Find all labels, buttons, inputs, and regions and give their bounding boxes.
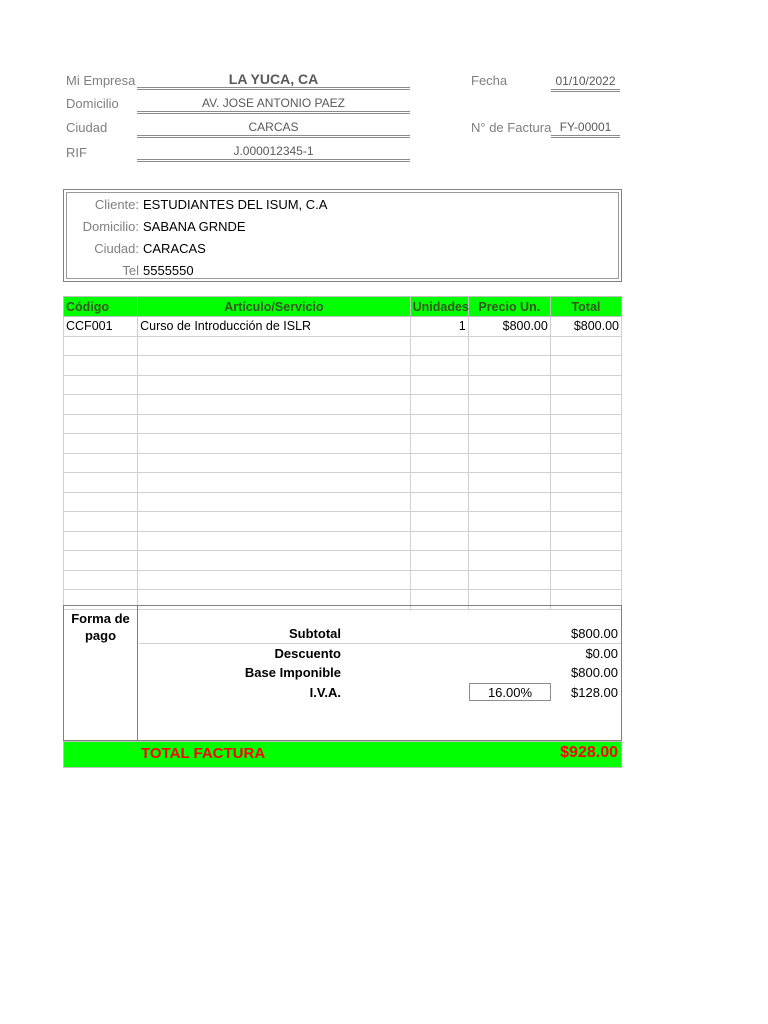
cell-article[interactable] (138, 414, 410, 434)
items-header-row (64, 297, 622, 317)
subtotal-label: Subtotal (289, 626, 341, 641)
cell-article[interactable] (138, 336, 410, 356)
table-row (64, 317, 622, 337)
cell-unit-price[interactable] (468, 336, 550, 356)
cell-unit-price[interactable] (468, 492, 550, 512)
base-value: $800.00 (571, 665, 618, 680)
cell-total[interactable] (550, 512, 621, 532)
cell-unit-price[interactable] (468, 570, 550, 590)
cell-code[interactable] (64, 473, 138, 493)
cell-units[interactable] (410, 356, 468, 376)
discount-label: Descuento (274, 646, 341, 661)
table-row (64, 531, 622, 551)
cell-total[interactable] (550, 434, 621, 454)
cell-article[interactable] (138, 395, 410, 415)
totals-box (63, 605, 622, 741)
cell-article[interactable] (138, 375, 410, 395)
cell-units[interactable] (410, 492, 468, 512)
cell-code[interactable] (64, 356, 138, 376)
company-address: AV. JOSE ANTONIO PAEZ (137, 94, 410, 114)
cell-article[interactable] (138, 356, 410, 376)
iva-label: I.V.A. (309, 685, 341, 700)
cell-total[interactable] (550, 473, 621, 493)
cell-total[interactable] (550, 531, 621, 551)
base-label: Base Imponible (244, 665, 341, 680)
cell-unit-price[interactable]: $800.00 (468, 317, 550, 337)
col-header-units: Unidades (410, 297, 468, 317)
cell-total[interactable] (550, 453, 621, 473)
cell-code[interactable] (64, 395, 138, 415)
client-city-label: Ciudad: (94, 241, 139, 256)
cell-unit-price[interactable] (468, 551, 550, 571)
iva-value: $128.00 (571, 685, 618, 700)
client-city: CARACAS (143, 241, 206, 256)
client-address-row (67, 216, 618, 238)
cell-article[interactable] (138, 434, 410, 454)
subtotal-value: $800.00 (571, 626, 618, 641)
col-header-unit-price: Precio Un. (468, 297, 550, 317)
cell-unit-price[interactable] (468, 414, 550, 434)
grand-total-label: TOTAL FACTURA (141, 745, 266, 762)
table-row (64, 551, 622, 571)
table-row (64, 453, 622, 473)
cell-article[interactable] (138, 492, 410, 512)
cell-total[interactable] (550, 551, 621, 571)
payment-method-label: Forma de pago (64, 606, 138, 740)
col-header-code: Código (64, 297, 138, 317)
grand-total-bar (63, 741, 622, 768)
company-rif-label: RIF (66, 145, 87, 160)
table-row (64, 395, 622, 415)
cell-article[interactable] (138, 531, 410, 551)
cell-unit-price[interactable] (468, 356, 550, 376)
cell-unit-price[interactable] (468, 375, 550, 395)
cell-code[interactable] (64, 434, 138, 454)
cell-total[interactable] (550, 570, 621, 590)
client-name-row (67, 194, 618, 216)
client-phone-label: Tel (122, 263, 139, 278)
cell-total[interactable] (550, 336, 621, 356)
table-row (64, 492, 622, 512)
cell-units[interactable] (410, 453, 468, 473)
cell-unit-price[interactable] (468, 512, 550, 532)
cell-units[interactable] (410, 512, 468, 532)
col-header-total: Total (550, 297, 621, 317)
cell-unit-price[interactable] (468, 473, 550, 493)
cell-units[interactable] (410, 395, 468, 415)
table-row (64, 375, 622, 395)
invoice-date: 01/10/2022 (551, 72, 620, 92)
client-phone: 5555550 (143, 263, 194, 278)
cell-code[interactable]: CCF001 (64, 317, 138, 337)
company-city: CARCAS (137, 118, 410, 138)
client-address-label: Domicilio: (82, 219, 139, 234)
company-rif: J.000012345-1 (137, 142, 410, 162)
cell-article[interactable]: Curso de Introducción de ISLR (138, 317, 410, 337)
table-row (64, 434, 622, 454)
iva-row (139, 683, 621, 702)
cell-article[interactable] (138, 512, 410, 532)
cell-units[interactable] (410, 434, 468, 454)
items-body (64, 317, 622, 610)
cell-code[interactable] (64, 336, 138, 356)
table-row (64, 570, 622, 590)
cell-code[interactable] (64, 551, 138, 571)
company-name: LA YUCA, CA (137, 70, 410, 90)
client-name: ESTUDIANTES DEL ISUM, C.A (143, 197, 328, 212)
invoice-date-label: Fecha (471, 73, 508, 88)
client-phone-row (67, 260, 618, 282)
cell-total[interactable] (550, 414, 621, 434)
discount-row (139, 644, 621, 663)
cell-total[interactable] (550, 375, 621, 395)
base-row (139, 663, 621, 682)
cell-code[interactable] (64, 570, 138, 590)
cell-units[interactable] (410, 531, 468, 551)
cell-units[interactable] (410, 473, 468, 493)
cell-code[interactable] (64, 375, 138, 395)
company-name-label: Mi Empresa (66, 73, 136, 88)
cell-total[interactable] (550, 356, 621, 376)
cell-total[interactable]: $800.00 (550, 317, 621, 337)
cell-units[interactable] (410, 375, 468, 395)
cell-article[interactable] (138, 551, 410, 571)
cell-units[interactable] (410, 551, 468, 571)
client-name-label: Cliente: (94, 197, 139, 212)
items-table (63, 296, 622, 610)
cell-article[interactable] (138, 570, 410, 590)
cell-unit-price[interactable] (468, 395, 550, 415)
invoice-number-label: N° de Factura (471, 120, 552, 135)
table-row (64, 473, 622, 493)
table-row (64, 336, 622, 356)
cell-total[interactable] (550, 395, 621, 415)
cell-code[interactable] (64, 492, 138, 512)
client-address: SABANA GRNDE (143, 219, 246, 234)
cell-units[interactable] (410, 414, 468, 434)
cell-units[interactable] (410, 570, 468, 590)
cell-unit-price[interactable] (468, 531, 550, 551)
discount-value: $0.00 (585, 646, 618, 661)
cell-units[interactable]: 1 (410, 317, 468, 337)
company-address-label: Domicilio (66, 96, 119, 111)
grand-total-value: $928.00 (560, 744, 618, 761)
cell-article[interactable] (138, 473, 410, 493)
subtotal-row (139, 624, 621, 644)
company-city-label: Ciudad (66, 120, 108, 135)
col-header-article: Artículo/Servicio (138, 297, 410, 317)
cell-unit-price[interactable] (468, 453, 550, 473)
table-row (64, 512, 622, 532)
cell-code[interactable] (64, 453, 138, 473)
cell-article[interactable] (138, 453, 410, 473)
client-box (63, 189, 622, 282)
table-row (64, 356, 622, 376)
cell-code[interactable] (64, 531, 138, 551)
cell-total[interactable] (550, 492, 621, 512)
invoice-number: FY-00001 (551, 118, 620, 138)
cell-units[interactable] (410, 336, 468, 356)
client-city-row (67, 238, 618, 260)
cell-code[interactable] (64, 512, 138, 532)
cell-code[interactable] (64, 414, 138, 434)
cell-unit-price[interactable] (468, 434, 550, 454)
iva-rate-field[interactable]: 16.00% (469, 683, 551, 701)
table-row (64, 414, 622, 434)
